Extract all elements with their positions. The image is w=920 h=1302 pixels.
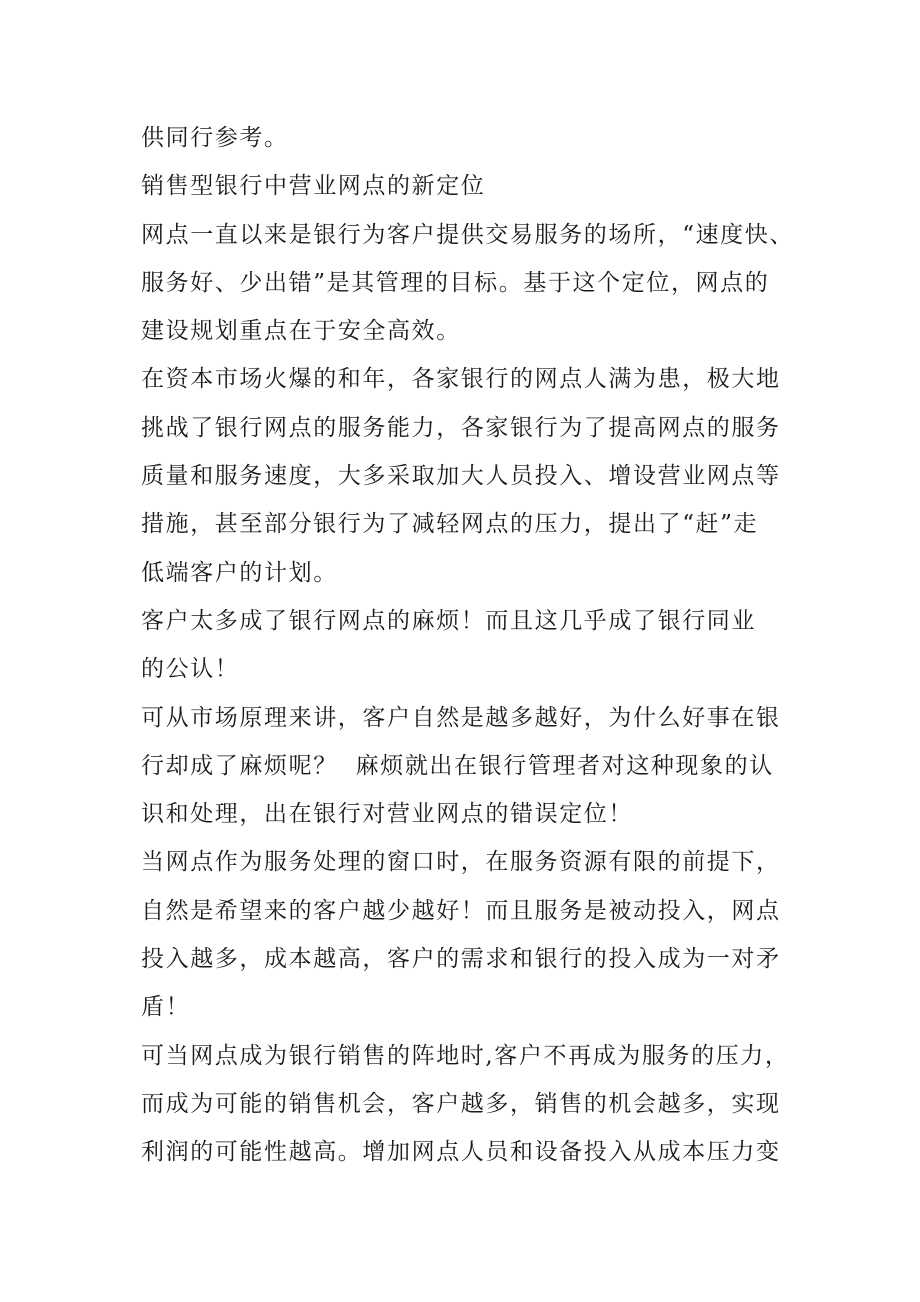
text-line: 而成为可能的销售机会，客户越多，销售的机会越多，实现 (141, 1090, 781, 1117)
text-line: 的公认！ (141, 656, 240, 683)
text-line: 建设规划重点在于安全高效。 (141, 318, 461, 345)
text-line: 自然是希望来的客户越少越好！而且服务是被动投入，网点 (141, 897, 781, 924)
text-line: 挑战了银行网点的服务能力，各家银行为了提高网点的服务 (141, 414, 781, 441)
text-line: 供同行参考。 (141, 125, 289, 151)
text-line: 可从市场原理来讲，客户自然是越多越好，为什么好事在银 (141, 704, 781, 731)
text-line: 措施，甚至部分银行为了减轻网点的压力，提出了“赶”走 (141, 511, 759, 538)
text-line: 在资本市场火爆的和年，各家银行的网点人满为患，极大地 (141, 366, 781, 393)
text-line: 投入越多，成本越高，客户的需求和银行的投入成为一对矛 (141, 946, 781, 973)
text-line: 客户太多成了银行网点的麻烦！而且这几乎成了银行同业 (141, 607, 756, 634)
text-line: 低端客户的计划。 (141, 559, 338, 586)
text-line: 质量和服务速度，大多采取加大人员投入、增设营业网点等 (141, 463, 781, 490)
section-heading: 销售型银行中营业网点的新定位 (141, 173, 486, 200)
document-body (141, 114, 794, 1177)
text-line: 当网点作为服务处理的窗口时，在服务资源有限的前提下， (141, 849, 781, 876)
text-line: 服务好、少出错”是其管理的目标。基于这个定位，网点的 (141, 269, 770, 296)
text-line: 盾！ (141, 994, 191, 1021)
text-line: 网点一直以来是银行为客户提供交易服务的场所，“速度快、 (141, 221, 794, 248)
text-line: 行却成了麻烦呢？ 麻烦就出在银行管理者对这种现象的认 (141, 752, 774, 779)
text-line: 利润的可能性越高。增加网点人员和设备投入从成本压力变 (141, 1139, 781, 1166)
text-line: 识和处理，出在银行对营业网点的错误定位！ (141, 801, 633, 828)
text-line: 可当网点成为银行销售的阵地时,客户不再成为服务的压力， (141, 1042, 790, 1069)
